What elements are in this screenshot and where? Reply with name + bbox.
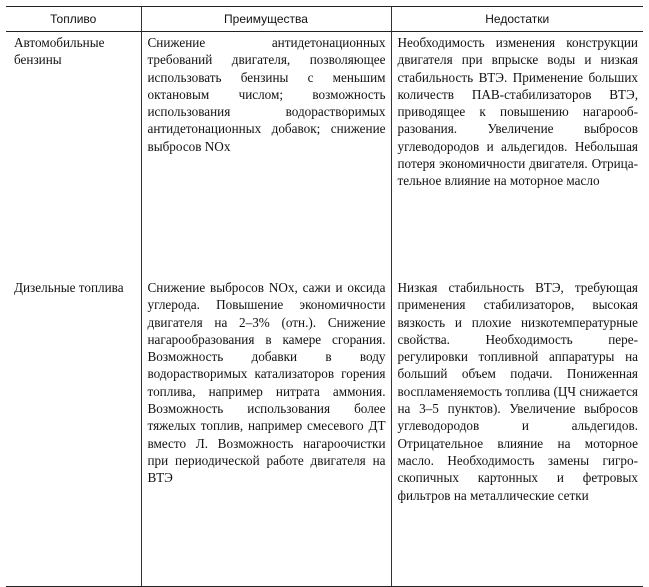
fuel-comparison-table-container <box>6 6 643 587</box>
header-disadvantages: Недостатки <box>391 7 643 32</box>
advantages-cell: Снижение антидетонационных требований двигателя, позволяющее использовать бензины с меньшим октановым числом; возможность использования водорастворимых антидетонационных добавок; снижение выбросов NOx <box>141 32 391 280</box>
table-row-diesel <box>6 279 643 587</box>
table-row-gasoline <box>6 32 643 280</box>
header-row <box>6 7 643 32</box>
fuel-cell: Дизельные топлива <box>6 279 141 587</box>
advantages-cell: Снижение выбросов NOx, сажи и оксида углерода. Повышение экономичности двигателя на 2–3% (отн.). Снижение нагарообразования в камере сгорания. Возможность добавки в воду водорастворимых катализаторов горения топлива, например нитрата аммония. Возможность использования более тяжелых топлив, например смесевого ДТ вместо Л. Возможность нагароочистки при периодической работе двигателя на ВТЭ <box>141 279 391 587</box>
disadvantages-cell: Низкая стабильность ВТЭ, требующая применения стабилизаторов, высокая вязкость и плохие низкотемпературные свойства. Необходимость перерегулировки топливной аппаратуры на больший объем подачи. Пониженная воспламеняемость топлива (ЦЧ снижается на 3–5 пунктов). Увеличение выбросов углеводородов и альдегидов. Отрицательное влияние на моторное масло. Необходимость замены гигроскопичных картонных и фетровых фильтров на металлические сетки <box>391 279 643 587</box>
fuel-cell: Автомобильные бензины <box>14 35 105 68</box>
header-advantages: Преимущества <box>141 7 391 32</box>
disadvantages-cell: Необходимость изменения конструкции двигателя при впрыске воды и низкая стабильность ВТЭ. Применение больших количеств ПАВ-стабилизаторов ВТЭ, приводящее к повышению нагарообразования. Увеличение выбросов углеводородов и альдегидов. Небольшая потеря экономичности двигателя. Отрицательное влияние на моторное масло <box>391 32 643 280</box>
fuel-comparison-table <box>6 6 643 587</box>
header-fuel: Топливо <box>6 7 141 32</box>
